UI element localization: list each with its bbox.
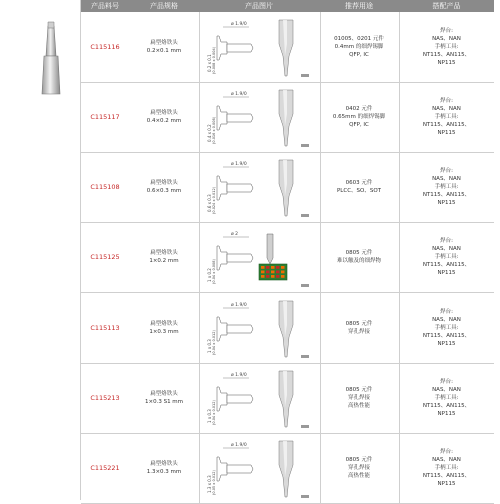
tip-body-outline xyxy=(227,254,253,262)
recommended-use-line: 高热性能 xyxy=(347,403,370,409)
matching-products-cell xyxy=(399,222,494,292)
product-image-cell xyxy=(199,363,321,433)
product-spec xyxy=(145,390,183,406)
product-spec-cell xyxy=(129,433,199,503)
table-row xyxy=(81,222,494,293)
recommended-use xyxy=(346,386,373,410)
product-spec-cell xyxy=(129,363,199,433)
product-spec xyxy=(147,109,182,125)
product-spec-cell xyxy=(129,152,199,222)
recommended-use-line: 0805 元件 xyxy=(345,321,373,327)
recommended-use-line: 0.4mm 的细焊锡脚 xyxy=(334,44,384,50)
product-code-cell xyxy=(81,293,129,363)
pcb-component xyxy=(271,271,275,274)
recommended-use-cell xyxy=(319,82,400,152)
product-spec-line: 1×0.3 S1 mm xyxy=(144,399,184,405)
dimension-side-label: 0.6 x 0.3 xyxy=(207,194,212,212)
recommended-use-line: 0805 元件 xyxy=(345,250,373,256)
dimension-side-sub-label: (0.016 x 0.008) xyxy=(212,116,216,144)
product-code-cell xyxy=(81,433,129,503)
matching-products-line: 手柄工具: xyxy=(434,254,459,260)
recommended-use-cell xyxy=(319,12,400,82)
table-row xyxy=(81,12,494,83)
table-row xyxy=(81,82,494,153)
recommended-use-cell xyxy=(319,293,400,363)
matching-products xyxy=(423,237,470,277)
pcb-component xyxy=(266,266,270,269)
product-code-cell xyxy=(81,363,129,433)
dimension-side-sub-label: (0.05 x 0.012) xyxy=(212,470,216,495)
matching-products-line: 手柄工具: xyxy=(434,184,459,190)
dimension-side-label: 1 x 0.2 xyxy=(207,268,212,282)
product-image-cell xyxy=(199,293,321,363)
scale-mark xyxy=(301,355,309,358)
recommended-use-cell xyxy=(319,222,400,292)
tip-drawing-icon xyxy=(201,14,319,80)
product-image-cell xyxy=(199,82,321,152)
dimension-side-sub-label: (0.04 x 0.012) xyxy=(212,330,216,355)
product-spec-line: 扁型烙铁头 xyxy=(150,461,178,467)
tip-illustration-icon xyxy=(30,16,70,106)
recommended-use-cell xyxy=(319,363,400,433)
matching-products-line: 焊台: xyxy=(440,309,453,315)
product-spec xyxy=(147,179,182,195)
tip-drawing-icon xyxy=(201,295,319,361)
matching-products-cell xyxy=(399,293,494,363)
recommended-use xyxy=(333,105,385,129)
dimension-side-label: 1.3 x 0.3 xyxy=(207,475,212,493)
header-image: 产品图片 xyxy=(245,2,273,10)
recommended-use-line: 穿孔焊接 xyxy=(347,395,370,401)
dimension-side-sub-label: (0.024 x 0.012) xyxy=(212,186,216,214)
matching-products-line: 焊台: xyxy=(440,379,453,385)
product-image-cell xyxy=(199,433,321,503)
pcb-component xyxy=(271,275,275,278)
header-code: 产品料号 xyxy=(91,2,119,10)
pcb-component xyxy=(281,271,285,274)
matching-products xyxy=(423,378,470,418)
matching-products-line: NP115 xyxy=(437,341,456,347)
recommended-use-line: 0402 元件 xyxy=(345,106,373,112)
matching-products-cell xyxy=(399,363,494,433)
product-code: C115113 xyxy=(90,324,120,332)
matching-products-line: 焊台: xyxy=(440,98,453,104)
recommended-use-line: 穿孔焊接 xyxy=(347,465,370,471)
tip-drawing-icon xyxy=(201,84,319,150)
matching-products-line: 焊台: xyxy=(440,449,453,455)
tip-body-outline xyxy=(227,325,253,333)
matching-products-line: NT115、AN115、 xyxy=(422,473,471,479)
recommended-use-line: 01005、0201 元件 xyxy=(334,36,384,42)
dimension-side-label: 0.4 x 0.2 xyxy=(207,124,212,142)
tip-side-outline xyxy=(217,457,227,481)
matching-products-cell xyxy=(399,433,494,503)
dimension-side-label: 0.2 x 0.1 xyxy=(207,54,212,72)
recommended-use xyxy=(337,179,381,195)
matching-products xyxy=(423,27,470,67)
dimension-side-label: 1 x 0.3 xyxy=(207,409,212,423)
matching-products xyxy=(423,167,470,207)
product-image-cell xyxy=(199,12,321,82)
product-code: C115116 xyxy=(90,43,120,51)
matching-products-line: NT115、AN115、 xyxy=(422,192,471,198)
matching-products-cell xyxy=(399,82,494,152)
product-spec-line: 0.6×0.3 mm xyxy=(146,188,182,194)
product-spec-line: 1.3×0.3 mm xyxy=(146,469,182,475)
tip-body-outline xyxy=(227,114,253,122)
dimension-top-label: ø 1.9/0 xyxy=(231,22,247,27)
dimension-side-sub-label: (0.008 x 0.004) xyxy=(212,46,216,74)
pcb-component xyxy=(276,266,280,269)
product-spec-cell xyxy=(129,293,199,363)
product-spec-line: 扁型烙铁头 xyxy=(150,180,178,186)
recommended-use-line: QFP, IC xyxy=(349,122,369,128)
tip-body-outline xyxy=(227,44,253,52)
dimension-top-label: ø 1.9/0 xyxy=(231,162,247,167)
dimension-top-label: ø 2 xyxy=(231,232,239,237)
matching-products-line: 手柄工具: xyxy=(434,114,459,120)
tip-side-outline xyxy=(217,36,227,60)
recommended-use xyxy=(346,320,373,336)
scale-mark xyxy=(301,425,309,428)
product-spec-line: 1×0.2 mm xyxy=(149,258,179,264)
matching-products-line: NAS、NAN xyxy=(432,176,461,182)
product-spec xyxy=(147,39,182,55)
matching-products-line: NT115、AN115、 xyxy=(422,403,471,409)
product-spec-line: 扁型烙铁头 xyxy=(150,40,178,46)
pcb-component xyxy=(261,275,265,278)
product-code: C115213 xyxy=(90,394,120,402)
matching-products-line: NT115、AN115、 xyxy=(422,52,471,58)
tip-side-outline xyxy=(217,246,227,270)
header-tools: 搭配产品 xyxy=(432,2,461,10)
dimension-side-label: 1 x 0.3 xyxy=(207,339,212,353)
matching-products-line: NP115 xyxy=(437,130,456,136)
pcb-component xyxy=(281,275,285,278)
recommended-use-cell xyxy=(319,433,400,503)
product-table xyxy=(80,0,494,500)
matching-products-line: NAS、NAN xyxy=(432,457,461,463)
product-spec-cell xyxy=(129,222,199,292)
tip-drawing-icon xyxy=(201,365,319,431)
matching-products-line: 焊台: xyxy=(440,168,453,174)
product-code: C115221 xyxy=(90,464,120,472)
pcb-component xyxy=(276,271,280,274)
dimension-side-sub-label: (0.04 x 0.008) xyxy=(212,259,216,284)
tip-3d-icon xyxy=(267,234,273,264)
recommended-use xyxy=(337,249,381,265)
matching-products-line: NP115 xyxy=(437,270,456,276)
dimension-top-label: ø 1.9/0 xyxy=(231,92,247,97)
matching-products-cell xyxy=(399,152,494,222)
pcb-component xyxy=(281,266,285,269)
matching-products-line: 手柄工具: xyxy=(434,325,459,331)
recommended-use-line: QFP, IC xyxy=(349,52,369,58)
matching-products-line: NP115 xyxy=(437,481,456,487)
dimension-top-label: ø 1.9/0 xyxy=(231,443,247,448)
matching-products-line: 焊台: xyxy=(440,28,453,34)
matching-products-line: NAS、NAN xyxy=(432,387,461,393)
product-spec-line: 0.4×0.2 mm xyxy=(146,118,182,124)
product-spec-line: 扁型烙铁头 xyxy=(150,391,178,397)
product-spec-line: 0.2×0.1 mm xyxy=(146,48,182,54)
matching-products-line: NAS、NAN xyxy=(432,317,461,323)
matching-products-line: 手柄工具: xyxy=(434,44,459,50)
tip-body-outline xyxy=(227,465,253,473)
product-spec-line: 扁型烙铁头 xyxy=(150,321,178,327)
pcb-component xyxy=(261,266,265,269)
tip-body-outline xyxy=(227,184,253,192)
tip-drawing-icon xyxy=(201,224,319,290)
dimension-side-sub-label: (0.04 x 0.012) xyxy=(212,400,216,425)
product-spec xyxy=(149,320,178,336)
matching-products-line: NP115 xyxy=(437,411,456,417)
recommended-use-line: PLCC、SO、SOT xyxy=(336,188,382,194)
pcb-component xyxy=(276,275,280,278)
tip-side-outline xyxy=(217,176,227,200)
product-spec-line: 1×0.3 mm xyxy=(149,329,179,335)
tip-side-outline xyxy=(217,106,227,130)
matching-products-line: NAS、NAN xyxy=(432,106,461,112)
table-row xyxy=(81,363,494,434)
pcb-component xyxy=(261,271,265,274)
product-spec-cell xyxy=(129,12,199,82)
product-spec xyxy=(149,249,178,265)
product-code-cell xyxy=(81,222,129,292)
product-code-cell xyxy=(81,12,129,82)
product-spec-line: 扁型烙铁头 xyxy=(150,110,178,116)
scale-mark xyxy=(301,495,309,498)
product-code-cell xyxy=(81,152,129,222)
pcb-component xyxy=(266,275,270,278)
matching-products xyxy=(423,448,470,488)
tip-side-outline xyxy=(217,387,227,411)
dimension-top-label: ø 1.9/0 xyxy=(231,373,247,378)
product-code: C115108 xyxy=(90,183,120,191)
product-spec-line: 扁型烙铁头 xyxy=(150,250,178,256)
table-header xyxy=(81,0,494,12)
recommended-use-line: 0603 元件 xyxy=(345,180,373,186)
scale-mark xyxy=(301,74,309,77)
table-row xyxy=(81,433,494,504)
matching-products-line: NP115 xyxy=(437,200,456,206)
header-use: 推荐用途 xyxy=(345,2,373,10)
matching-products-line: 手柄工具: xyxy=(434,465,459,471)
tip-body-outline xyxy=(227,395,253,403)
header-spec: 产品规格 xyxy=(150,2,178,10)
scale-mark xyxy=(301,144,309,147)
dimension-top-label: ø 1.9/0 xyxy=(231,303,247,308)
product-image-cell xyxy=(199,222,321,292)
tip-drawing-icon xyxy=(201,154,319,220)
matching-products-line: 手柄工具: xyxy=(434,395,459,401)
scale-mark xyxy=(301,214,309,217)
pcb-component xyxy=(271,266,275,269)
matching-products-line: NT115、AN115、 xyxy=(422,262,471,268)
recommended-use xyxy=(334,35,384,59)
recommended-use-line: 难以触及的细焊物 xyxy=(336,258,381,264)
recommended-use-cell xyxy=(319,152,400,222)
recommended-use-line: 穿孔焊接 xyxy=(347,329,370,335)
matching-products-line: NAS、NAN xyxy=(432,36,461,42)
recommended-use-line: 0805 元件 xyxy=(345,457,373,463)
product-image-cell xyxy=(199,152,321,222)
product-code: C115125 xyxy=(90,253,120,261)
table-row xyxy=(81,293,494,364)
tip-side-outline xyxy=(217,317,227,341)
recommended-use-line: 高热性能 xyxy=(347,473,370,479)
table-row xyxy=(81,152,494,223)
recommended-use-line: 0805 元件 xyxy=(345,387,373,393)
scale-mark xyxy=(301,284,309,287)
matching-products-line: NP115 xyxy=(437,60,456,66)
tip-drawing-icon xyxy=(201,435,319,501)
matching-products-line: NT115、AN115、 xyxy=(422,333,471,339)
recommended-use xyxy=(346,456,373,480)
product-code-cell xyxy=(81,82,129,152)
matching-products-cell xyxy=(399,12,494,82)
product-spec-cell xyxy=(129,82,199,152)
matching-products xyxy=(423,308,470,348)
matching-products-line: NT115、AN115、 xyxy=(422,122,471,128)
product-code: C115117 xyxy=(90,113,120,121)
matching-products xyxy=(423,97,470,137)
product-spec xyxy=(147,460,182,476)
matching-products-line: 焊台: xyxy=(440,238,453,244)
pcb-component xyxy=(266,271,270,274)
recommended-use-line: 0.65mm 的细焊锡脚 xyxy=(332,114,386,120)
matching-products-line: NAS、NAN xyxy=(432,246,461,252)
